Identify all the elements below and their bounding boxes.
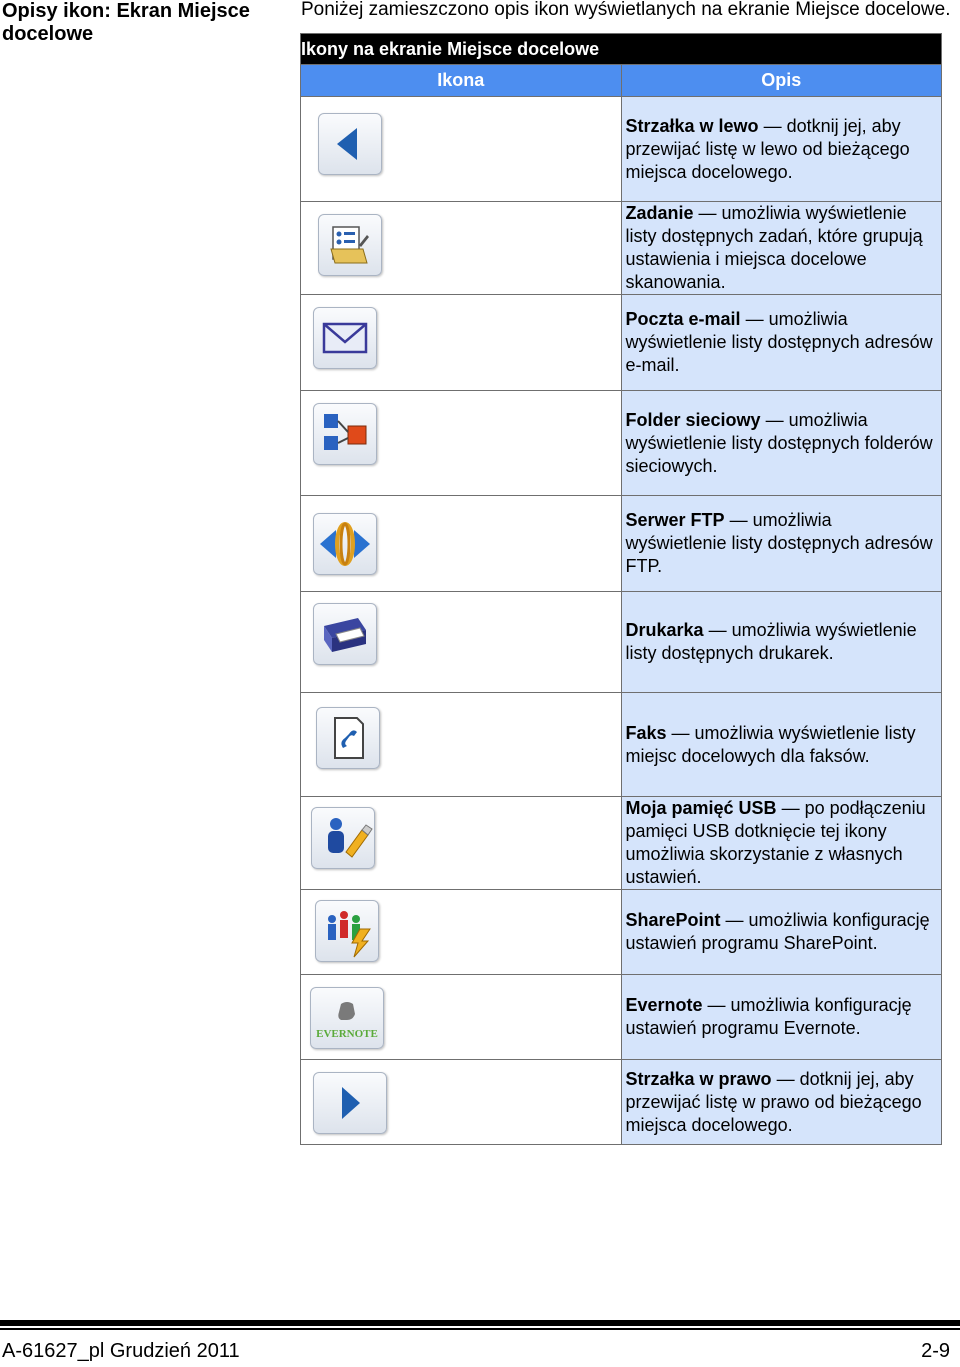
column-header-description: Opis: [621, 65, 942, 97]
left-arrow-icon: [318, 113, 382, 175]
table-row: [301, 797, 942, 890]
icon-cell: [301, 202, 622, 295]
table-header-row: [301, 65, 942, 97]
job-folder-icon: [318, 214, 382, 276]
term: Serwer FTP: [625, 510, 725, 530]
description: — po podłączeniu pamięci USB dotknięcie tej ikony umożliwia skorzystanie z własnych ustawień.: [625, 798, 926, 887]
usb-memory-icon: [311, 807, 375, 869]
description: — umożliwia konfigurację ustawień programu Evernote.: [625, 995, 912, 1038]
table-row: [301, 295, 942, 391]
table-row: [301, 496, 942, 592]
description-cell: [621, 797, 942, 890]
icon-cell: [301, 97, 622, 202]
evernote-icon: [310, 987, 384, 1049]
icon-cell: [301, 592, 622, 693]
icon-cell: [301, 496, 622, 592]
table-row: [301, 890, 942, 975]
network-folder-icon: [313, 403, 377, 465]
icon-cell: [301, 975, 622, 1060]
icon-cell: [301, 295, 622, 391]
table-row: [301, 693, 942, 797]
section-heading: Opisy ikon: Ekran Miejsce docelowe: [2, 0, 250, 45]
description: — umożliwia wyświetlenie listy dostępnych adresów FTP.: [625, 510, 933, 576]
footer-rule-thin: [0, 1328, 960, 1330]
intro-text: Poniżej zamieszczono opis ikon wyświetlanych na ekranie Miejsce docelowe.: [301, 0, 951, 20]
term: Folder sieciowy: [625, 409, 761, 430]
description-cell: [621, 496, 942, 592]
table-caption-row: [301, 34, 942, 65]
icon-cell: [301, 693, 622, 797]
table-row: [301, 391, 942, 496]
term: Drukarka: [625, 620, 704, 640]
term: Poczta e-mail: [625, 309, 741, 329]
printer-icon: [313, 603, 377, 665]
description-cell: [621, 592, 942, 693]
term: Zadanie: [625, 203, 694, 223]
description: — dotknij jej, aby przewijać listę w prawo od bieżącego miejsca docelowego.: [625, 1068, 922, 1135]
right-arrow-icon: [313, 1072, 387, 1134]
footer-page-number: 2-9: [921, 1340, 950, 1362]
column-header-icon: Ikona: [301, 65, 622, 97]
description: — umożliwia wyświetlenie listy dostępnych folderów sieciowych.: [625, 409, 933, 476]
sharepoint-icon: [315, 900, 379, 962]
icon-cell: [301, 797, 622, 890]
description: — umożliwia wyświetlenie listy dostępnych adresów e-mail.: [625, 309, 933, 375]
table-row: [301, 975, 942, 1060]
table-row: [301, 1060, 942, 1145]
email-envelope-icon: [313, 307, 377, 369]
description-cell: [621, 1060, 942, 1145]
description-cell: [621, 202, 942, 295]
term: Faks: [625, 722, 667, 743]
icon-cell: [301, 890, 622, 975]
description: — umożliwia wyświetlenie listy dostępnych drukarek.: [625, 620, 917, 663]
description-cell: [621, 693, 942, 797]
description: — umożliwia wyświetlenie listy miejsc docelowych dla faksów.: [625, 722, 916, 766]
description: — dotknij jej, aby przewijać listę w lewo od bieżącego miejsca docelowego.: [625, 115, 910, 182]
description-cell: [621, 97, 942, 202]
term: Strzałka w lewo: [625, 115, 759, 136]
description-cell: [621, 975, 942, 1060]
table-row: [301, 97, 942, 202]
description-cell: [621, 391, 942, 496]
description-cell: [621, 295, 942, 391]
term: Evernote: [625, 995, 703, 1015]
icon-cell: [301, 391, 622, 496]
footer-doc-id: A-61627_pl Grudzień 2011: [2, 1340, 240, 1362]
table-caption: Ikony na ekranie Miejsce docelowe: [301, 34, 942, 65]
ftp-server-icon: [313, 513, 377, 575]
icon-cell: [301, 1060, 622, 1145]
term: SharePoint: [625, 910, 721, 930]
icons-table: [300, 33, 942, 1145]
description: — umożliwia wyświetlenie listy dostępnych zadań, które grupują ustawienia i miejsca docelowe skanowania.: [625, 203, 923, 292]
description: — umożliwia konfigurację ustawień programu SharePoint.: [625, 910, 930, 953]
term: Moja pamięć USB: [625, 798, 777, 818]
description-cell: [621, 890, 942, 975]
fax-icon: [316, 707, 380, 769]
table-row: [301, 202, 942, 295]
term: Strzałka w prawo: [625, 1068, 772, 1089]
footer-rule: [0, 1320, 960, 1326]
evernote-logo-text: EVERNOTE: [316, 1028, 378, 1040]
table-row: [301, 592, 942, 693]
